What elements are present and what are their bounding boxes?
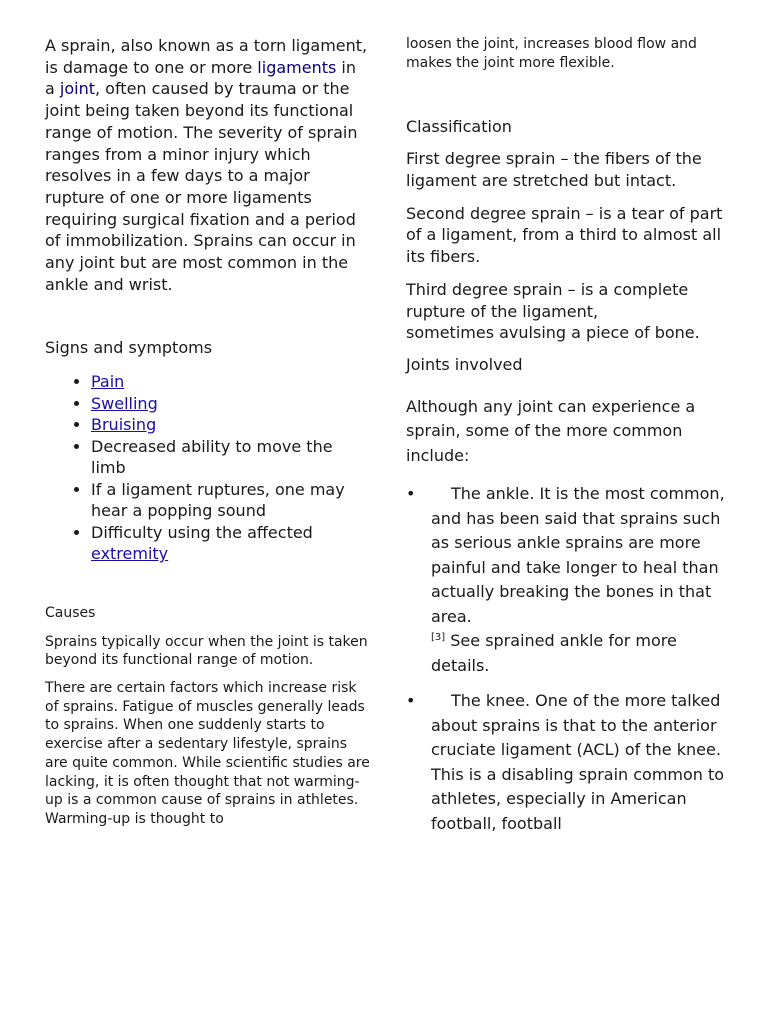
intro-paragraph [45,35,370,295]
first-degree-paragraph: First degree sprain – the fibers of the ligament are stretched but intact. [406,149,702,190]
extremity-link[interactable]: extremity [91,544,169,564]
list-item [91,414,370,436]
intro-text: A sprain, also known as a torn ligament, is damage to one or more [45,36,368,77]
third-degree-text: sometimes avulsing a piece of bone. [406,323,700,343]
bullet-icon: • [406,691,416,711]
joints-heading: Joints involved [406,354,523,374]
list-item [91,371,370,393]
ligaments-link[interactable]: ligaments [257,57,337,77]
list-item-text: Difficulty using the affected [91,522,313,542]
bullet-icon: • [406,484,416,504]
swelling-link[interactable]: Swelling [91,393,158,413]
intro-text: , often caused by trauma or the joint being taken beyond its functional range of motion. The severity of sprain ranges from a minor injury which resolves in a few days to a major rupture of one or more ligaments requiring surgical fixation and a period of immobilization. Sprains can occur in any joint but are most common in the ankle and wrist. [45,79,358,294]
joint-link[interactable]: joint [59,79,95,99]
left-column [45,0,370,829]
list-item [406,482,726,678]
list-item: • If a ligament ruptures, one may hear a popping sound [91,479,370,522]
list-item [91,393,370,415]
causes-paragraph: Sprains typically occur when the joint is taken beyond its functional range of motion. [45,633,368,669]
causes-heading: Causes [45,604,96,621]
pain-link[interactable]: Pain [91,372,125,392]
third-degree-paragraph [406,279,726,344]
joints-intro-paragraph: Although any joint can experience a sprain, some of the more common include: [406,396,696,465]
classification-heading: Classification [406,116,512,136]
symptoms-list [45,371,370,565]
continued-paragraph: loosen the joint, increases blood flow and makes the joint more flexible. [406,36,697,72]
intro-text: in a [45,57,356,99]
reference-link[interactable]: [3] [431,632,446,644]
causes-paragraph: There are certain factors which increase risk of sprains. Fatigue of muscles generally leads to sprains. When one suddenly starts to exercise after a sedentary lifestyle, sprains are quite common. While scientific studies are lacking, it is often thought that not warming-up is a common cause of sprains in athletes. Warming-up is thought to [45,680,370,827]
signs-heading: Signs and symptoms [45,338,213,358]
list-item: • Decreased ability to move the limb [91,436,370,479]
third-degree-text: Third degree sprain – is a complete rupture of the ligament, [406,279,689,321]
bruising-link[interactable]: Bruising [91,415,157,435]
joints-list [406,482,726,836]
second-degree-paragraph: Second degree sprain – is a tear of part of a ligament, from a third to almost all its fibers. [406,203,723,267]
ankle-text: See sprained ankle for more details. [431,631,677,675]
right-column [406,0,726,847]
ankle-text: The ankle. It is the most common, and has been said that sprains such as serious ankle sprains are more painful and take longer to heal than actually breaking the bones in that area. [431,484,725,626]
list-item [406,689,726,836]
list-item [91,522,370,565]
knee-text: The knee. One of the more talked about sprains is that to the anterior cruciate ligament (ACL) of the knee. This is a disabling sprain common to athletes, especially in American football, football [431,691,725,833]
